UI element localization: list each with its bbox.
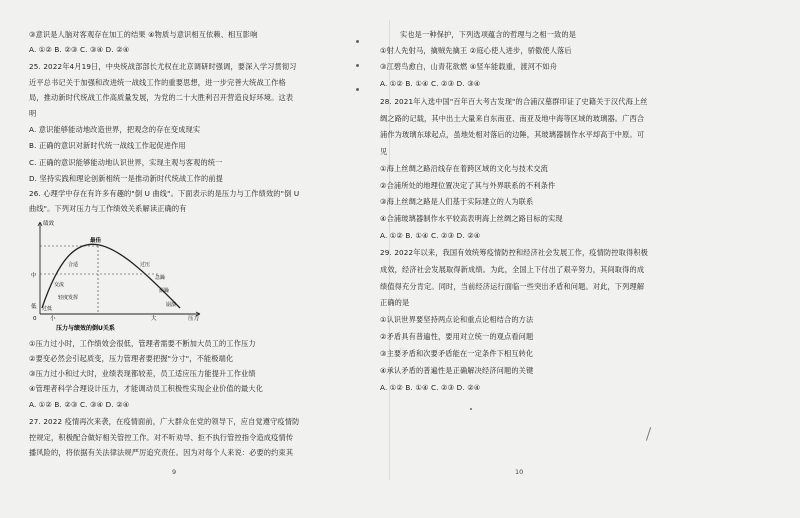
statement-3: ③江碧鸟愈白，山青花欲燃 ④竖车能载重，渡河不如舟 [380,62,558,71]
text-line: 绩值得充分肯定。同时，当前经济运行面临一些突出矛盾和问题。对此，下列理解 [380,282,645,291]
question-29: 29. 2022年以来，我国有效统筹疫情防控和经济社会发展工作，疫情防控取得积极 [380,248,649,257]
text-line: 见 [380,147,388,156]
curve-label: 交流 [54,282,65,288]
answer-options: A. ①② B. ②③ C. ③④ D. ②④ [29,45,130,54]
text-line: 绸之路的记载，其中出土大量来自东南亚、南亚及地中海等区域的玻璃器。广西合 [380,114,645,123]
curve-label: 烦躁 [159,288,170,294]
right-page [380,0,800,518]
x-small-label: 小 [50,316,56,322]
low-level-label: 低 [31,304,37,310]
option-a: A. 意识能够能动地改造世界，把观念的存在变成现实 [29,125,201,134]
x-large-label: 大 [151,316,157,322]
question-27: 27. 2022 疫情再次来袭，在疫情面前，广大群众在党的领导下，应自觉遵守疫情防 [29,417,300,426]
curve-label: 合适 [68,262,79,268]
statement-3: ③主要矛盾和次要矛盾能在一定条件下相互转化 [380,349,534,358]
curve-label: 轻度发挥 [58,295,79,301]
statement-1: ①海上丝绸之路沿线存在着跨区域的文化与技术交流 [380,164,549,173]
curve-label: 过低 [42,306,53,312]
statement-4: ④管理者科学合理设计压力，才能调动员工积极性实现企业价值的最大化 [29,384,264,393]
text-line: 实也是一种保护，下列选项蕴含的哲理与之相一致的是 [400,30,577,39]
answer-options: A. ①② B. ①④ C. ②③ D. ②④ [380,231,481,240]
text-line: 局，推动新时代统战工作高质量发展，为党的二十大胜利召开营造良好环境。这表 [29,93,294,102]
left-page [0,0,390,518]
text-line: ③意识是人脑对客观存在加工的结果 ④物质与意识相互依赖、相互影响 [29,30,258,39]
text-line: 明 [29,109,37,118]
curve-label: 急躁 [155,275,166,281]
text-line: 曲线"。下列对压力与工作绩效关系解读正确的有 [29,204,187,213]
chart-caption: 压力与绩效的倒U关系 [56,325,115,332]
option-b: B. 正确的意识对新时代统一战线工作起促进作用 [29,141,186,150]
statement-1: ①射人先射马，擒贼先擒王 ②庭心使人进步，骄傲使人落后 [380,46,572,55]
curve-label: 过压 [140,262,151,268]
scan-mark [470,408,472,410]
inverted-u-chart [30,216,210,334]
mid-level-label: 中 [31,273,37,279]
option-c: C. 正确的意识能够能动地认识世界，实现主观与客观的统一 [29,158,223,167]
statement-1: ①压力过小时，工作绩效会很低，管理者需要不断加大员工的工作压力 [29,339,256,348]
statement-1: ①认识世界要坚持两点论和重点论相结合的方法 [380,315,534,324]
scan-mark [356,88,359,91]
statement-2: ②合浦所处的地理位置决定了其与外界联系的不利条件 [380,181,556,190]
text-line: 浦作为玻璃东球起点，虽地处相对落后的边陲，其玻璃器制作水平却高于中原。可 [380,130,645,139]
peak-label: 最佳 [90,238,102,244]
text-line: 成效，经济社会发展取得新成绩。为此，全国上下付出了艰辛努力，其间取得的成 [380,265,645,274]
page-number: 9 [172,468,177,476]
answer-options: A. ①② B. ②③ C. ③④ D. ②④ [29,400,130,409]
question-26: 26. 心理学中存在有许多有趣的"倒 U 曲线"。下面表示的是压力与工作绩效的"倒 U [29,189,300,198]
statement-4: ④合浦玻璃器制作水平较高表明海上丝绸之路目标的实现 [380,214,563,223]
text-line: 正确的是 [380,298,410,307]
text-line: 近平总书记关于加强和改进统一战线工作的重要思想，进一步完善大统战工作格 [29,78,286,87]
statement-4: ④承认矛盾的普遍性是正确解决经济问题的关键 [380,366,534,375]
statement-3: ③压力过小和过大时，业绩表现都较差，员工适应压力能提升工作业绩 [29,369,256,378]
answer-options: A. ①② B. ①④ C. ②③ D. ③④ [380,79,481,88]
scan-mark [356,64,359,67]
question-28: 28. 2021年入选中国"百年百大考古发现"的合浦汉墓群印证了史籍关于汉代海上丝 [380,97,648,106]
statement-2: ②矛盾具有普遍性，要用对立统一的观点看问题 [380,332,534,341]
page-number: 10 [515,468,524,476]
y-axis-label: 绩效 [43,221,55,227]
origin-label: 0 [33,316,37,322]
statement-3: ③海上丝绸之路是人们基于实际建立的人为联系 [380,197,534,206]
option-d: D. 坚持实践和理论创新相统一是推动新时代统战工作的前提 [29,174,223,183]
curve-label: 崩溃 [166,302,177,308]
text-line: 播风险的，将依据有关法律法规严厉追究责任。因为对每个人来说：必要的约束其 [29,448,294,457]
statement-2: ②要变必然会引起质变，压力管理者要把握"分寸"，不能极端化 [29,354,234,363]
answer-options: A. ①② B. ①④ C. ②③ D. ②④ [380,383,481,392]
question-25: 25. 2022年4月19日，中央统战部部长尤权在北京调研时强调，要深入学习贯彻习 [29,62,297,71]
text-line: 控规定，积极配合做好相关管控工作。对不听劝导、拒不执行管控指令造成疫情传 [29,433,294,442]
scan-mark [356,40,359,43]
x-axis-label: 压力 [188,316,200,322]
